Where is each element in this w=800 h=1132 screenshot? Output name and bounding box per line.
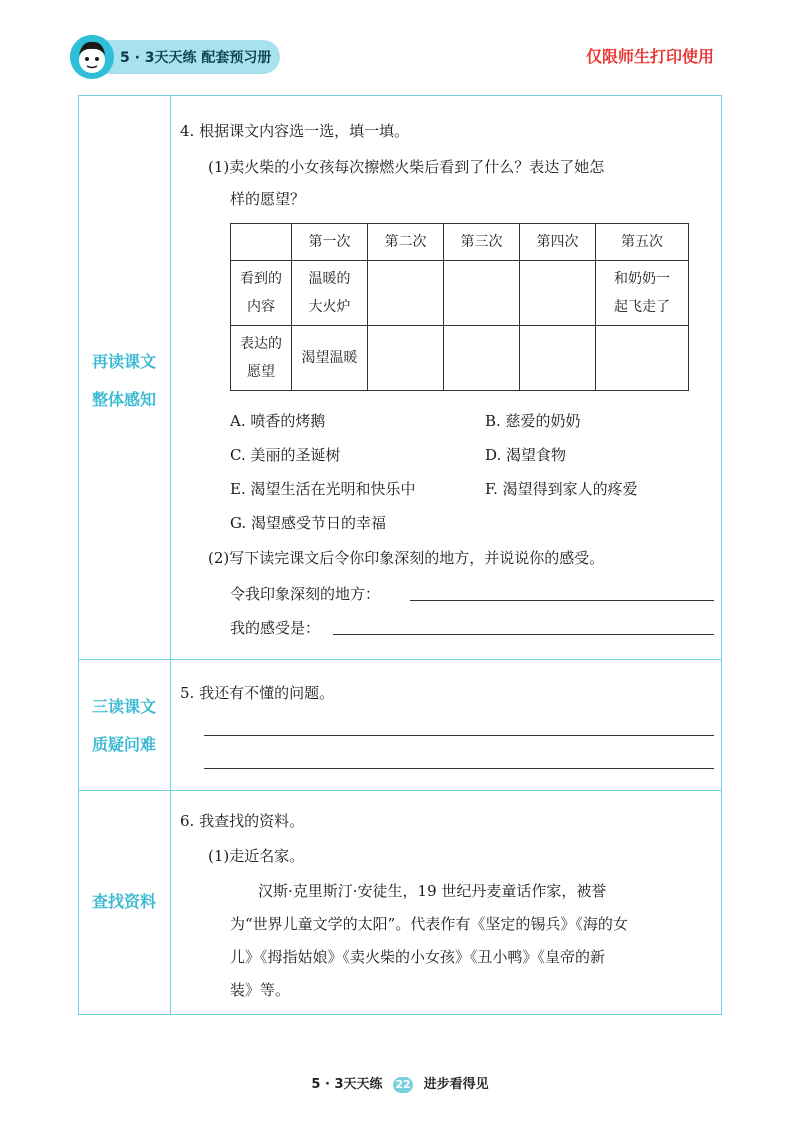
section-divider [78, 659, 722, 660]
q4-title: 4. 根据课文内容选一选，填一填。 [180, 122, 410, 140]
table-cell-blank[interactable] [520, 261, 596, 326]
author-paragraph-line: 儿》《拇指姑娘》《卖火柴的小女孩》《丑小鸭》《皇帝的新 [230, 948, 606, 966]
table-header-cell [231, 224, 292, 261]
feeling-answer-line[interactable] [333, 634, 714, 635]
section-label-reread: 再读课文 整体感知 [91, 352, 156, 409]
option-g: G. 渴望感受节日的幸福 [230, 514, 386, 532]
table-cell-blank[interactable] [368, 261, 444, 326]
table-header-cell: 第二次 [368, 224, 444, 261]
question-answer-line[interactable] [204, 735, 714, 736]
footer-series: 5 · 3天天练 [311, 1077, 383, 1092]
answer-table [230, 223, 689, 391]
author-paragraph-line: 装》等。 [230, 981, 291, 999]
author-paragraph-line: 为“世界儿童文学的太阳”。代表作有《坚定的锡兵》《海的女 [230, 915, 628, 933]
q6-title: 6. 我查找的资料。 [180, 812, 305, 830]
label-column-divider [170, 95, 171, 1015]
table-header-cell: 第三次 [444, 224, 520, 261]
q5-title: 5. 我还有不懂的问题。 [180, 684, 335, 702]
q4-sub2: (2)写下读完课文后令你印象深刻的地方，并说说你的感受。 [208, 549, 605, 567]
table-cell: 温暖的 大火炉 [292, 261, 368, 326]
option-a: A. 喷香的烤鹅 [230, 412, 326, 430]
table-cell-blank[interactable] [444, 326, 520, 391]
option-b: B. 慈爱的奶奶 [485, 412, 581, 430]
q4-sub1-cont: 样的愿望？ [230, 190, 306, 208]
mascot-icon [70, 35, 114, 79]
series-title: 5 · 3天天练 配套预习册 [120, 50, 272, 66]
section-label-questions: 三读课文 质疑问难 [91, 697, 156, 754]
page-number: 22 [393, 1077, 413, 1093]
table-row-label: 看到的 内容 [231, 261, 292, 326]
table-cell-blank[interactable] [596, 326, 689, 391]
table-cell-blank[interactable] [520, 326, 596, 391]
question-answer-line[interactable] [204, 768, 714, 769]
table-header-cell: 第一次 [292, 224, 368, 261]
table-header-cell: 第五次 [596, 224, 689, 261]
impress-label: 令我印象深刻的地方： [230, 585, 381, 603]
print-notice: 仅限师生打印使用 [586, 47, 715, 66]
table-cell-blank[interactable] [368, 326, 444, 391]
feeling-label: 我的感受是： [230, 619, 321, 637]
q4-sub1: (1)卖火柴的小女孩每次擦燃火柴后看到了什么？表达了她怎 [208, 158, 605, 176]
table-cell-blank[interactable] [444, 261, 520, 326]
option-c: C. 美丽的圣诞树 [230, 446, 341, 464]
table-cell: 渴望温暖 [292, 326, 368, 391]
table-cell: 和奶奶一 起飞走了 [596, 261, 689, 326]
q6-sub1: (1)走近名家。 [208, 847, 305, 865]
section-label-research: 查找资料 [91, 892, 156, 911]
author-paragraph-line: 汉斯·克里斯汀·安徒生，19 世纪丹麦童话作家，被誉 [258, 882, 607, 900]
footer-slogan: 进步看得见 [423, 1077, 489, 1092]
impress-answer-line[interactable] [410, 600, 714, 601]
table-row-label: 表达的 愿望 [231, 326, 292, 391]
option-d: D. 渴望食物 [485, 446, 567, 464]
option-e: E. 渴望生活在光明和快乐中 [230, 480, 416, 498]
table-header-cell: 第四次 [520, 224, 596, 261]
section-divider [78, 790, 722, 791]
option-f: F. 渴望得到家人的疼爱 [485, 480, 638, 498]
page-footer [0, 1073, 800, 1093]
